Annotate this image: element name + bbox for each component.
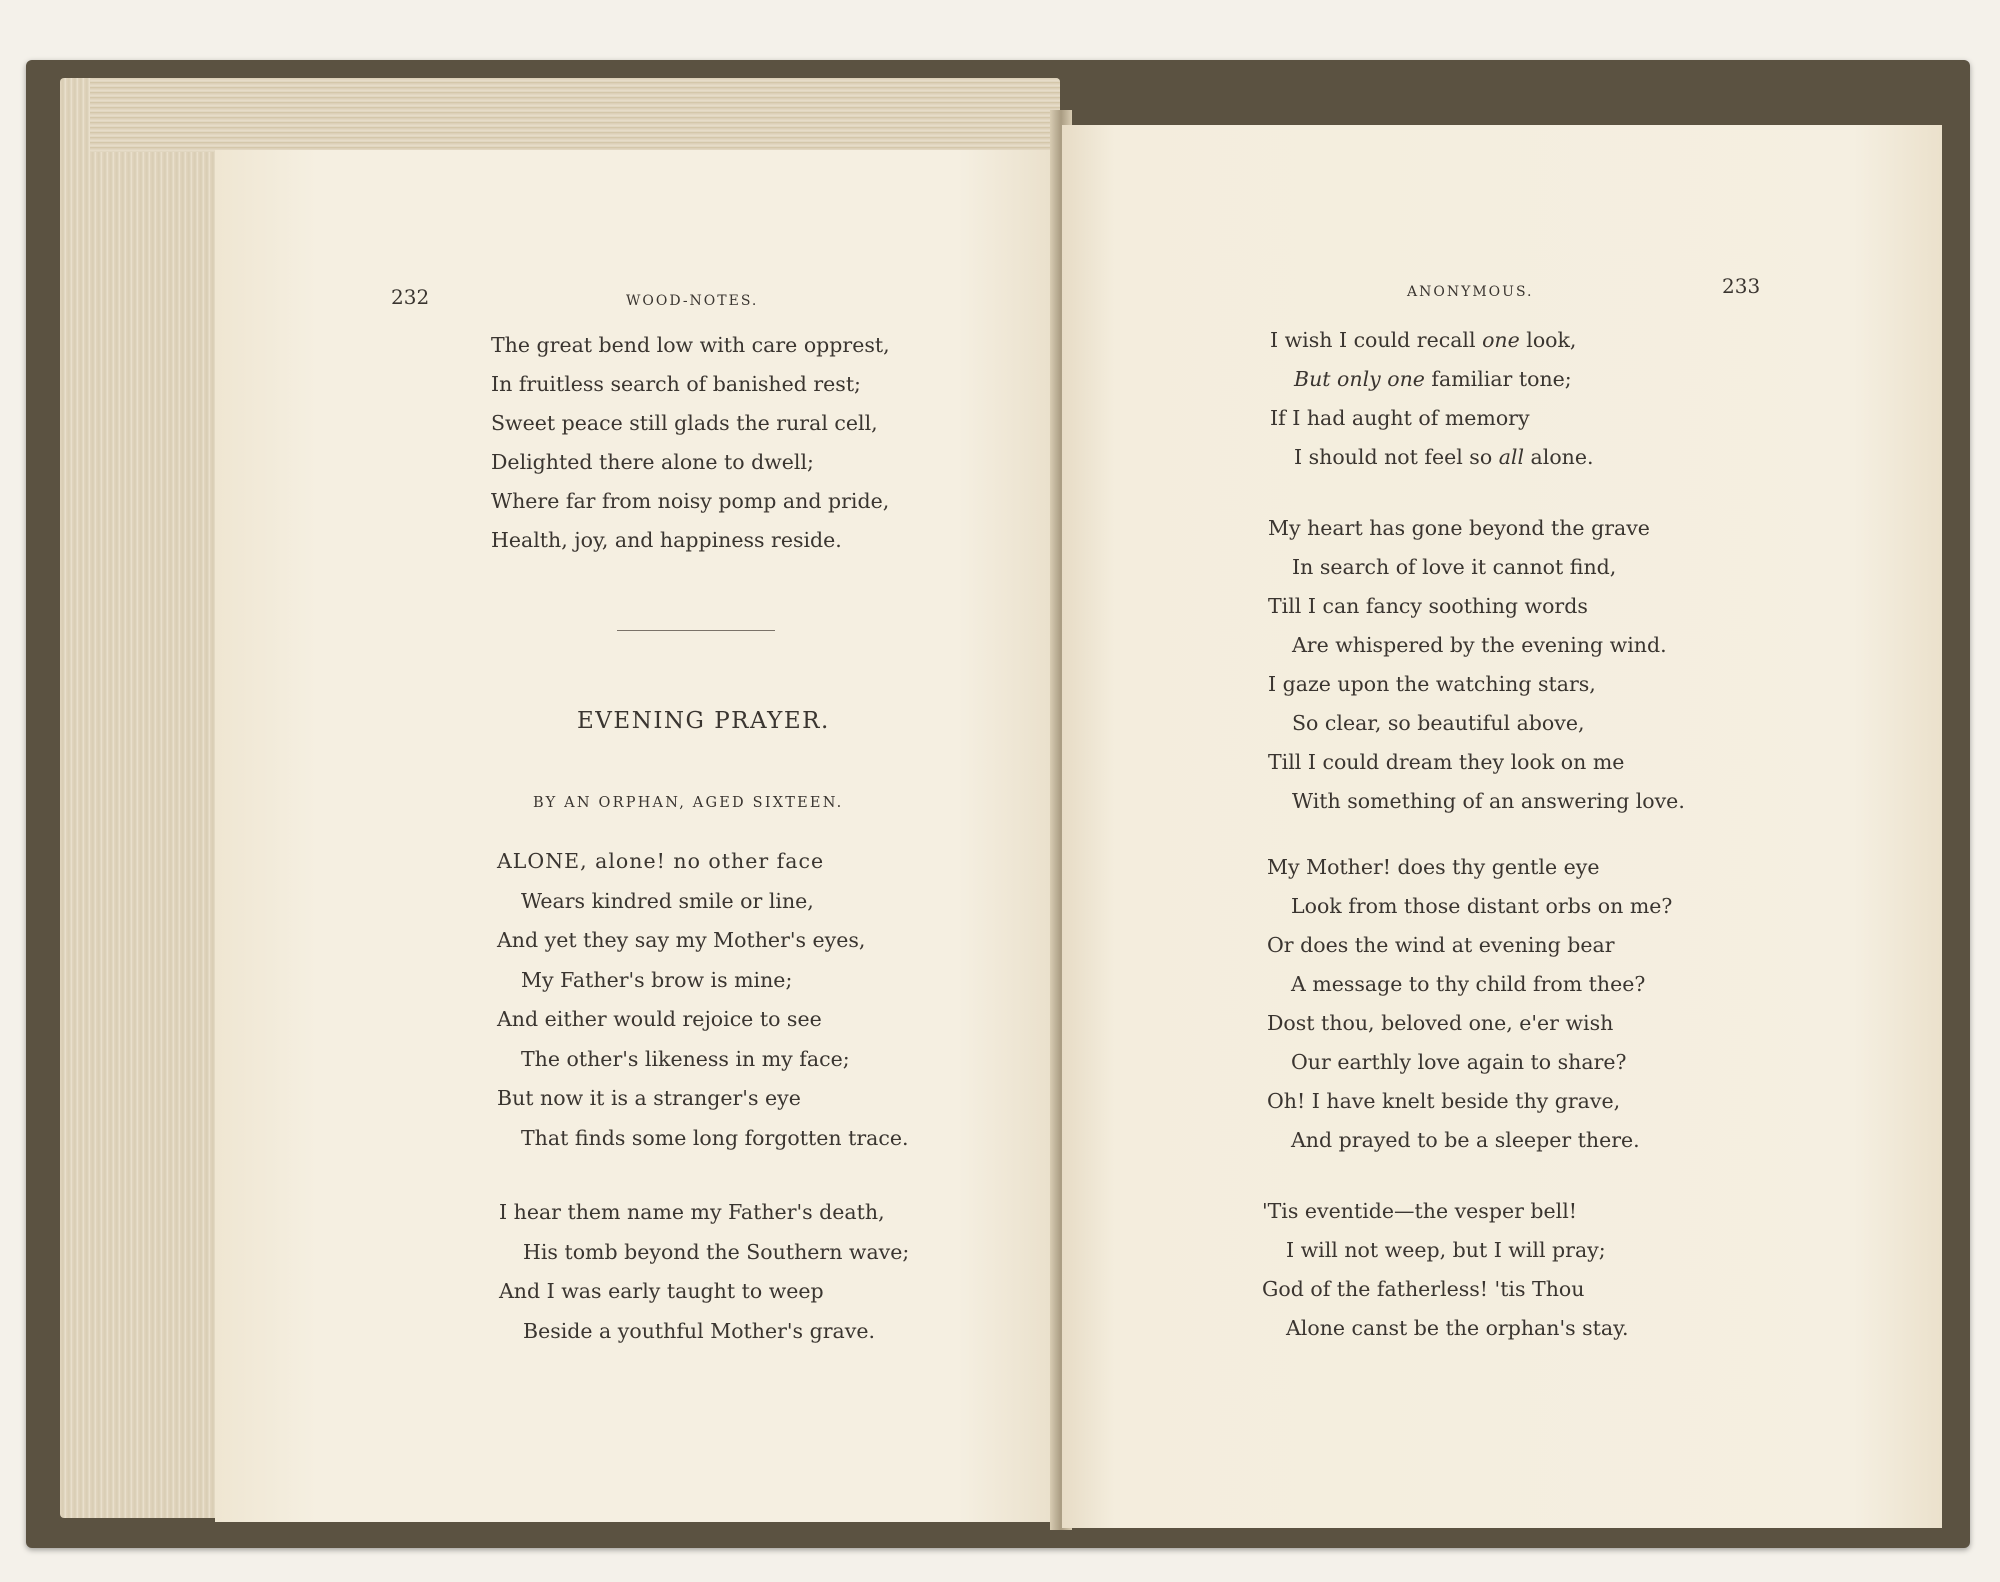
poem-line: I wish I could recall one look,	[1270, 328, 1577, 352]
emphasis: But only one	[1294, 367, 1425, 391]
opening-line: Health, joy, and happiness reside.	[491, 528, 842, 552]
poem-line: With something of an answering love.	[1292, 789, 1685, 813]
emphasis: all	[1498, 445, 1525, 469]
poem-line: ALONE, alone! no other face	[497, 849, 825, 873]
page-top-edges	[90, 78, 1060, 152]
poem-line: Dost thou, beloved one, e'er wish	[1267, 1011, 1614, 1035]
section-divider	[617, 630, 775, 631]
opening-line: In fruitless search of banished rest;	[491, 372, 861, 396]
poem-line: I will not weep, but I will pray;	[1286, 1238, 1606, 1262]
opening-line: The great bend low with care opprest,	[491, 333, 890, 357]
poem-line: Oh! I have knelt beside thy grave,	[1267, 1089, 1621, 1113]
poem-line: And prayed to be a sleeper there.	[1291, 1128, 1640, 1152]
poem-line: That finds some long forgotten trace.	[521, 1126, 909, 1150]
poem-line: And I was early taught to weep	[499, 1279, 824, 1303]
right-page-number: 233	[1722, 274, 1761, 298]
poem-line: I should not feel so all alone.	[1294, 445, 1594, 469]
right-page	[1062, 125, 1942, 1528]
poem-line: And either would rejoice to see	[497, 1007, 822, 1031]
poem-title: EVENING PRAYER.	[577, 708, 830, 734]
poem-line: I gaze upon the watching stars,	[1268, 672, 1596, 696]
opening-line: Sweet peace still glads the rural cell,	[491, 411, 878, 435]
left-page	[215, 150, 1060, 1522]
poem-line: A message to thy child from thee?	[1291, 972, 1646, 996]
poem-line: My Father's brow is mine;	[521, 968, 793, 992]
poem-line: Till I can fancy soothing words	[1268, 594, 1588, 618]
opening-line: Where far from noisy pomp and pride,	[491, 489, 890, 513]
poem-line: Our earthly love again to share?	[1291, 1050, 1627, 1074]
poem-line: Are whispered by the evening wind.	[1292, 633, 1667, 657]
poem-line: My heart has gone beyond the grave	[1268, 516, 1650, 540]
poem-line: God of the fatherless! 'tis Thou	[1262, 1277, 1585, 1301]
left-page-number: 232	[391, 285, 430, 309]
poem-byline: BY AN ORPHAN, AGED SIXTEEN.	[533, 795, 844, 811]
poem-line: Till I could dream they look on me	[1268, 750, 1625, 774]
poem-line: If I had aught of memory	[1270, 406, 1530, 430]
poem-line: Wears kindred smile or line,	[521, 889, 814, 913]
poem-line: But now it is a stranger's eye	[497, 1086, 801, 1110]
right-running-head: ANONYMOUS.	[1407, 284, 1534, 300]
poem-line: Or does the wind at evening bear	[1267, 933, 1615, 957]
poem-line: Look from those distant orbs on me?	[1291, 894, 1673, 918]
poem-line: 'Tis eventide—the vesper bell!	[1262, 1199, 1577, 1223]
poem-line: The other's likeness in my face;	[521, 1047, 850, 1071]
poem-line: And yet they say my Mother's eyes,	[497, 928, 866, 952]
poem-line: So clear, so beautiful above,	[1292, 711, 1585, 735]
opening-line: Delighted there alone to dwell;	[491, 450, 814, 474]
poem-line: Beside a youthful Mother's grave.	[523, 1319, 875, 1343]
poem-line: But only one familiar tone;	[1294, 367, 1572, 391]
poem-line: I hear them name my Father's death,	[499, 1200, 885, 1224]
emphasis: one	[1482, 328, 1520, 352]
poem-line: His tomb beyond the Southern wave;	[523, 1240, 910, 1264]
poem-line: Alone canst be the orphan's stay.	[1286, 1316, 1629, 1340]
left-running-head: WOOD-NOTES.	[626, 293, 759, 309]
poem-line: My Mother! does thy gentle eye	[1267, 855, 1600, 879]
poem-line: In search of love it cannot find,	[1292, 555, 1617, 579]
